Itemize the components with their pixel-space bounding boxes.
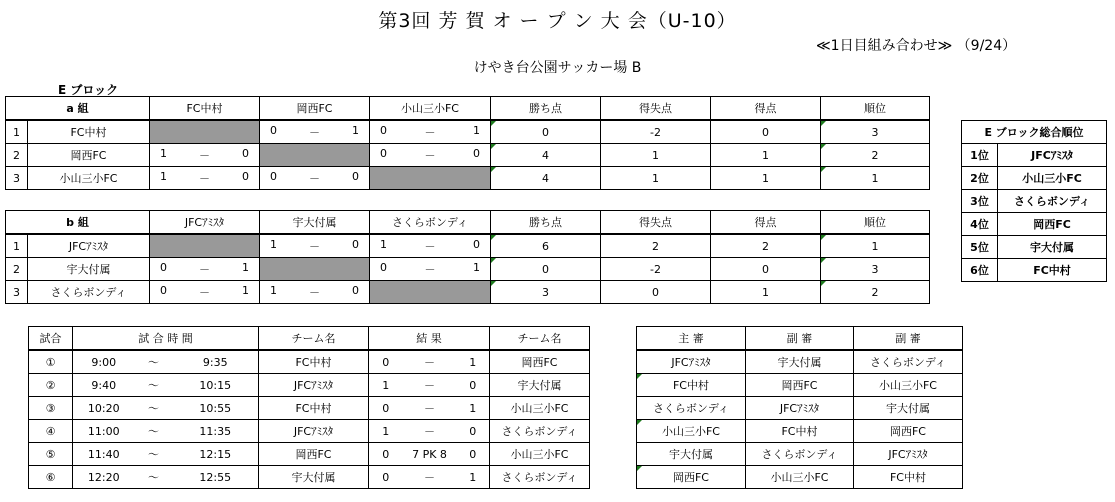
- ranking-team: JFCｱﾐｽﾀ: [998, 144, 1107, 167]
- group-a-header-points: 勝ち点: [491, 97, 601, 121]
- match-score: 0 － 1: [260, 120, 370, 144]
- assistant-referee: 宇大付属: [746, 350, 854, 374]
- match-score: 0 － 1: [150, 258, 260, 281]
- goals-cell: 0: [711, 258, 821, 281]
- end-time: 10:55: [173, 397, 259, 420]
- group-b-header-team-1: JFCｱﾐｽﾀ: [150, 211, 260, 235]
- match-number: ①: [29, 350, 73, 374]
- row-number: 1: [6, 120, 28, 144]
- page-subtitle: ≪1日目組み合わせ≫ （9/24）: [816, 38, 1017, 54]
- schedule-header-result: 結 果: [369, 327, 490, 351]
- away-score: 0: [457, 420, 490, 443]
- table-row: [29, 443, 590, 466]
- match-number: ④: [29, 420, 73, 443]
- assistant-referee: JFCｱﾐｽﾀ: [854, 443, 963, 466]
- table-row: [6, 167, 930, 190]
- goal-diff-cell: 0: [601, 281, 711, 304]
- table-row: [637, 443, 963, 466]
- goals-cell: 1: [711, 167, 821, 190]
- home-score: 0: [369, 443, 403, 466]
- group-a-header-goal-diff: 得失点: [601, 97, 711, 121]
- main-referee: さくらボンディ: [637, 397, 746, 420]
- team-name: 岡西FC: [28, 144, 150, 167]
- overall-ranking-header: E ブロック総合順位: [962, 121, 1107, 144]
- schedule-header-team: チーム名: [490, 327, 590, 351]
- ranking-place: 4位: [962, 213, 998, 236]
- points-cell: 0: [491, 120, 601, 144]
- main-referee: 岡西FC: [637, 466, 746, 489]
- score-separator: －: [403, 397, 457, 420]
- score-separator: －: [403, 466, 457, 489]
- row-number: 3: [6, 167, 28, 190]
- time-separator: ～: [135, 350, 173, 374]
- home-team: JFCｱﾐｽﾀ: [259, 374, 369, 397]
- table-row: [637, 397, 963, 420]
- goals-cell: 1: [711, 281, 821, 304]
- goal-diff-cell: -2: [601, 120, 711, 144]
- assistant-referee: 岡西FC: [746, 374, 854, 397]
- main-referee: 小山三小FC: [637, 420, 746, 443]
- rank-cell: 3: [821, 258, 930, 281]
- home-team: JFCｱﾐｽﾀ: [259, 420, 369, 443]
- points-cell: 4: [491, 167, 601, 190]
- match-number: ②: [29, 374, 73, 397]
- self-match-cell: [150, 234, 260, 258]
- start-time: 9:40: [73, 374, 135, 397]
- goal-diff-cell: 2: [601, 234, 711, 258]
- main-referee: JFCｱﾐｽﾀ: [637, 350, 746, 374]
- group-a-table: [5, 96, 930, 190]
- end-time: 12:15: [173, 443, 259, 466]
- match-score: 1 － 0: [150, 144, 260, 167]
- away-score: 0: [457, 374, 490, 397]
- main-referee: FC中村: [637, 374, 746, 397]
- group-b-header-team-2: 宇大付属: [260, 211, 370, 235]
- group-b-table: [5, 210, 930, 304]
- points-cell: 0: [491, 258, 601, 281]
- group-b-header-rank: 順位: [821, 211, 930, 235]
- table-row: [29, 420, 590, 443]
- ranking-place: 2位: [962, 167, 998, 190]
- table-row: [29, 350, 590, 374]
- team-name: JFCｱﾐｽﾀ: [28, 234, 150, 258]
- home-score: 1: [369, 374, 403, 397]
- assistant-referee: FC中村: [854, 466, 963, 489]
- score-separator: －: [403, 420, 457, 443]
- assistant-referee: さくらボンディ: [746, 443, 854, 466]
- self-match-cell: [370, 281, 491, 304]
- page-title: 第3回 芳 賀 オ ー プ ン 大 会（U-10）: [378, 10, 737, 32]
- block-label: E ブロック: [58, 83, 119, 97]
- ranking-team: 小山三小FC: [998, 167, 1107, 190]
- self-match-cell: [260, 258, 370, 281]
- group-b-header-goals: 得点: [711, 211, 821, 235]
- rank-cell: 1: [821, 167, 930, 190]
- away-score: 1: [457, 466, 490, 489]
- rank-cell: 3: [821, 120, 930, 144]
- referee-header-assistant: 副 審: [746, 327, 854, 351]
- group-b-header-label: b 組: [6, 211, 150, 235]
- table-row: [637, 374, 963, 397]
- table-row: [6, 120, 930, 144]
- start-time: 11:00: [73, 420, 135, 443]
- table-row: [6, 281, 930, 304]
- assistant-referee: さくらボンディ: [854, 350, 963, 374]
- referee-header-main: 主 審: [637, 327, 746, 351]
- team-name: 小山三小FC: [28, 167, 150, 190]
- assistant-referee: 小山三小FC: [746, 466, 854, 489]
- match-number: ⑤: [29, 443, 73, 466]
- away-team: 岡西FC: [490, 350, 590, 374]
- match-score: 0 － 1: [370, 120, 491, 144]
- home-team: FC中村: [259, 397, 369, 420]
- time-separator: ～: [135, 397, 173, 420]
- score-separator: －: [403, 374, 457, 397]
- assistant-referee: JFCｱﾐｽﾀ: [746, 397, 854, 420]
- ranking-place: 1位: [962, 144, 998, 167]
- ranking-place: 5位: [962, 236, 998, 259]
- start-time: 12:20: [73, 466, 135, 489]
- away-score: 1: [457, 397, 490, 420]
- goal-diff-cell: 1: [601, 144, 711, 167]
- row-number: 2: [6, 258, 28, 281]
- ranking-team: 宇大付属: [998, 236, 1107, 259]
- pk-result: 7 PK 8: [403, 443, 457, 466]
- goal-diff-cell: -2: [601, 258, 711, 281]
- schedule-header-time: 試 合 時 間: [73, 327, 259, 351]
- assistant-referee: 宇大付属: [854, 397, 963, 420]
- home-score: 1: [369, 420, 403, 443]
- goals-cell: 2: [711, 234, 821, 258]
- table-row: [962, 190, 1107, 213]
- venue-label: けやき台公園サッカー場 B: [473, 60, 642, 76]
- self-match-cell: [370, 167, 491, 190]
- self-match-cell: [150, 120, 260, 144]
- rank-cell: 1: [821, 234, 930, 258]
- match-number: ⑥: [29, 466, 73, 489]
- group-a-header-label: a 組: [6, 97, 150, 121]
- assistant-referee: 岡西FC: [854, 420, 963, 443]
- overall-ranking-table: [961, 120, 1107, 282]
- table-row: [6, 144, 930, 167]
- group-b-header-points: 勝ち点: [491, 211, 601, 235]
- ranking-place: 6位: [962, 259, 998, 282]
- home-score: 0: [369, 397, 403, 420]
- table-row: [29, 374, 590, 397]
- away-team: 宇大付属: [490, 374, 590, 397]
- schedule-header-match: 試合: [29, 327, 73, 351]
- home-team: 宇大付属: [259, 466, 369, 489]
- end-time: 10:15: [173, 374, 259, 397]
- goals-cell: 0: [711, 120, 821, 144]
- ranking-team: FC中村: [998, 259, 1107, 282]
- ranking-team: さくらボンディ: [998, 190, 1107, 213]
- table-row: [962, 167, 1107, 190]
- points-cell: 4: [491, 144, 601, 167]
- team-name: FC中村: [28, 120, 150, 144]
- away-team: さくらボンディ: [490, 466, 590, 489]
- ranking-place: 3位: [962, 190, 998, 213]
- away-score: 0: [457, 443, 490, 466]
- table-row: [6, 258, 930, 281]
- home-team: 岡西FC: [259, 443, 369, 466]
- match-score: 0 － 1: [150, 281, 260, 304]
- rank-cell: 2: [821, 281, 930, 304]
- points-cell: 6: [491, 234, 601, 258]
- match-score: 1 － 0: [370, 234, 491, 258]
- match-score: 0 － 0: [260, 167, 370, 190]
- home-team: FC中村: [259, 350, 369, 374]
- team-name: 宇大付属: [28, 258, 150, 281]
- time-separator: ～: [135, 374, 173, 397]
- start-time: 11:40: [73, 443, 135, 466]
- table-row: [962, 144, 1107, 167]
- group-a-header-rank: 順位: [821, 97, 930, 121]
- time-separator: ～: [135, 466, 173, 489]
- goals-cell: 1: [711, 144, 821, 167]
- row-number: 1: [6, 234, 28, 258]
- assistant-referee: 小山三小FC: [854, 374, 963, 397]
- match-score: 0 － 0: [370, 144, 491, 167]
- group-b-header-goal-diff: 得失点: [601, 211, 711, 235]
- goal-diff-cell: 1: [601, 167, 711, 190]
- group-a-header-team-2: 岡西FC: [260, 97, 370, 121]
- start-time: 10:20: [73, 397, 135, 420]
- referee-table: [636, 326, 963, 489]
- assistant-referee: FC中村: [746, 420, 854, 443]
- group-a-header-goals: 得点: [711, 97, 821, 121]
- table-row: [637, 350, 963, 374]
- ranking-team: 岡西FC: [998, 213, 1107, 236]
- end-time: 11:35: [173, 420, 259, 443]
- match-score: 1 － 0: [260, 234, 370, 258]
- table-row: [962, 213, 1107, 236]
- match-score: 1 － 0: [150, 167, 260, 190]
- rank-cell: 2: [821, 144, 930, 167]
- schedule-header-team: チーム名: [259, 327, 369, 351]
- end-time: 9:35: [173, 350, 259, 374]
- points-cell: 3: [491, 281, 601, 304]
- team-name: さくらボンディ: [28, 281, 150, 304]
- main-referee: 宇大付属: [637, 443, 746, 466]
- row-number: 3: [6, 281, 28, 304]
- table-row: [962, 236, 1107, 259]
- referee-header-assistant: 副 審: [854, 327, 963, 351]
- table-row: [637, 420, 963, 443]
- away-team: 小山三小FC: [490, 397, 590, 420]
- match-number: ③: [29, 397, 73, 420]
- away-score: 1: [457, 350, 490, 374]
- self-match-cell: [260, 144, 370, 167]
- end-time: 12:55: [173, 466, 259, 489]
- group-a-header-team-3: 小山三小FC: [370, 97, 491, 121]
- table-row: [6, 234, 930, 258]
- start-time: 9:00: [73, 350, 135, 374]
- row-number: 2: [6, 144, 28, 167]
- away-team: さくらボンディ: [490, 420, 590, 443]
- table-row: [637, 466, 963, 489]
- score-separator: －: [403, 350, 457, 374]
- away-team: 小山三小FC: [490, 443, 590, 466]
- time-separator: ～: [135, 443, 173, 466]
- time-separator: ～: [135, 420, 173, 443]
- table-row: [29, 397, 590, 420]
- group-b-header-team-3: さくらボンディ: [370, 211, 491, 235]
- match-score: 1 － 0: [260, 281, 370, 304]
- group-a-header-team-1: FC中村: [150, 97, 260, 121]
- match-score: 0 － 1: [370, 258, 491, 281]
- table-row: [29, 466, 590, 489]
- table-row: [962, 259, 1107, 282]
- home-score: 0: [369, 350, 403, 374]
- home-score: 0: [369, 466, 403, 489]
- schedule-table: [28, 326, 590, 489]
